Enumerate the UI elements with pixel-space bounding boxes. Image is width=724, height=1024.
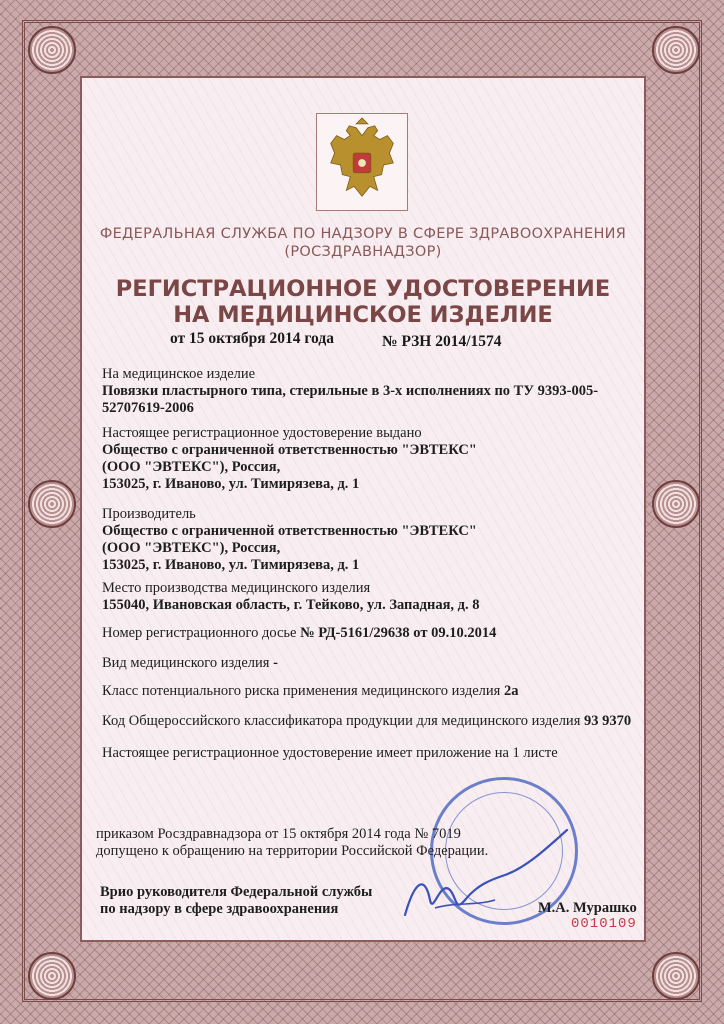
manufacturer-label: Производитель (102, 506, 196, 522)
certificate-subtitle: НА МЕДИЦИНСКОЕ ИЗДЕЛИЕ (173, 302, 553, 328)
issue-date: от 15 октября 2014 года (170, 330, 334, 347)
signatory-title-line-1: Врио руководителя Федеральной службы (100, 884, 373, 900)
device-kind-line (102, 655, 642, 672)
production-site-value: 155040, Ивановская область, г. Тейково, ул. Западная, д. 8 (102, 597, 480, 613)
risk-class-label: Класс потенциального риска применения медицинского изделия (102, 683, 501, 699)
signatory-title-line-2: по надзору в сфере здравоохранения (100, 901, 339, 917)
agency-short-name: (РОСЗДРАВНАДЗОР) (284, 244, 442, 260)
holder-label: Настоящее регистрационное удостоверение выдано (102, 425, 422, 441)
agency-name: ФЕДЕРАЛЬНАЯ СЛУЖБА ПО НАДЗОРУ В СФЕРЕ ЗДРАВООХРАНЕНИЯ (99, 226, 627, 242)
serial-number: 0010109 (571, 916, 637, 932)
device-section (102, 366, 642, 417)
manufacturer-short: (ООО "ЭВТЕКС"), Россия, (102, 540, 281, 556)
okp-code-line (102, 713, 642, 730)
double-headed-eagle-icon (317, 114, 407, 210)
risk-class-line (102, 683, 642, 700)
dossier-value: № РД-5161/29638 от 09.10.2014 (300, 625, 497, 641)
device-kind-value: - (273, 655, 278, 671)
holder-section (102, 425, 642, 493)
corner-ornament (652, 952, 700, 1000)
holder-address: 153025, г. Иваново, ул. Тимирязева, д. 1 (102, 476, 360, 492)
side-ornament (652, 480, 700, 528)
side-ornament (28, 480, 76, 528)
dossier-line (102, 625, 642, 642)
coat-of-arms-emblem (316, 113, 408, 211)
order-line-2: допущено к обращению на территории Российской Федерации. (96, 843, 489, 859)
signatory-name: М.А. Мурашко (538, 900, 637, 916)
okp-code-label: Код Общероссийского классификатора продукции для медицинского изделия (102, 713, 581, 729)
order-line-1: приказом Росздравнадзора от 15 октября 2014 года № 7019 (96, 826, 461, 842)
signatory-name-block (538, 900, 658, 917)
issue-date-line (170, 330, 590, 348)
corner-ornament (652, 26, 700, 74)
corner-ornament (28, 26, 76, 74)
production-site-section (102, 580, 642, 614)
production-site-label: Место производства медицинского изделия (102, 580, 371, 596)
holder-short: (ООО "ЭВТЕКС"), Россия, (102, 459, 281, 475)
okp-code-value: 93 9370 (583, 713, 632, 729)
device-value: Повязки пластырного типа, стерильные в 3-х исполнениях по ТУ 9393-005-52707619-2006 (102, 383, 599, 416)
appendix-line: Настоящее регистрационное удостоверение имеет приложение на 1 листе (102, 745, 558, 761)
manufacturer-address: 153025, г. Иваново, ул. Тимирязева, д. 1 (102, 557, 360, 573)
holder-name: Общество с ограниченной ответственностью "ЭВТЕКС" (102, 442, 477, 458)
corner-ornament (28, 952, 76, 1000)
device-kind-label: Вид медицинского изделия (102, 655, 270, 671)
certificate-title: РЕГИСТРАЦИОННОЕ УДОСТОВЕРЕНИЕ (115, 276, 611, 302)
dossier-label: Номер регистрационного досье (102, 625, 297, 641)
device-label: На медицинское изделие (102, 366, 256, 382)
risk-class-value: 2а (503, 683, 519, 699)
manufacturer-section (102, 506, 642, 574)
certificate-number: № РЗН 2014/1574 (382, 333, 502, 350)
manufacturer-name: Общество с ограниченной ответственностью "ЭВТЕКС" (102, 523, 477, 539)
